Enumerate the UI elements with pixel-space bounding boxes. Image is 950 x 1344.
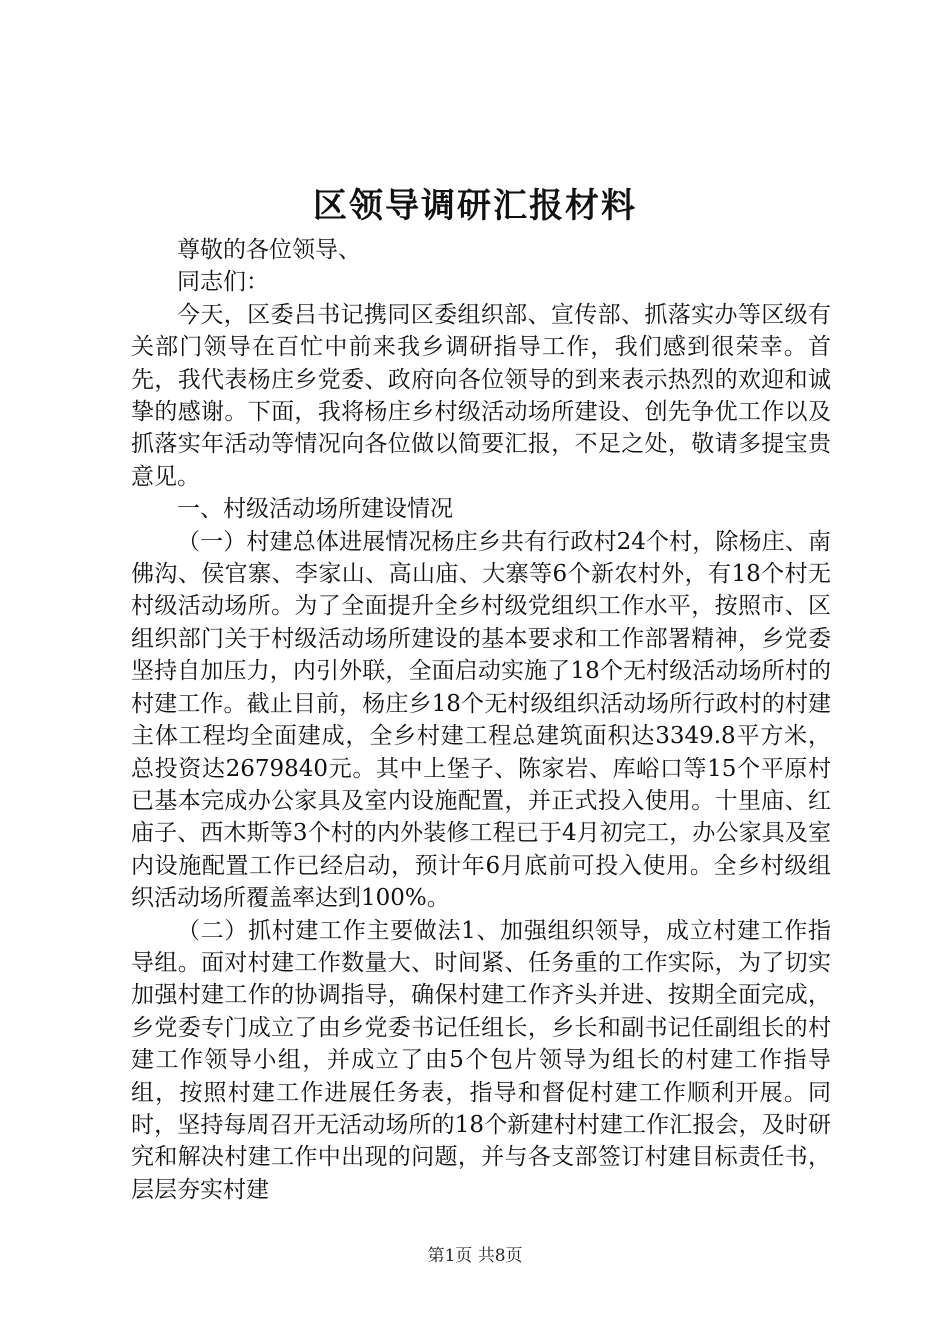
subsection-1-paragraph: （一）村建总体进展情况杨庄乡共有行政村24个村，除杨庄、南佛沟、侯官寨、李家山、高山庙、大寨等6个新农村外，有18个村无村级活动场所。为了全面提升全乡村级党组织工作水平，按照市、区组织部门关于村级活动场所建设的基本要求和工作部署精神，乡党委坚持自加压力，内引外联，全面启动实施了18个无村级活动场所村的村建工作。截止目前，杨庄乡18个无村级组织活动场所行政村的村建主体工程均全面建成，全乡村建工程总建筑面积达3349.8平方米，总投资达2679840元。其中上堡子、陈家岩、库峪口等15个平原村已基本完成办公家具及室内设施配置，并正式投入使用。十里庙、红庙子、西木斯等3个村的内外装修工程已于4月初完工，办公家具及室内设施配置工作已经启动，预计年6月底前可投入使用。全乡村级组织活动场所覆盖率达到100%。 [131, 528, 831, 912]
salutation-line-2: 同志们： [177, 269, 269, 296]
document-body [131, 234, 831, 1206]
page-footer: 第1页 共8页 [427, 1246, 523, 1266]
intro-paragraph: 今天，区委吕书记携同区委组织部、宣传部、抓落实办等区级有关部门领导在百忙中前来我乡调研指导工作，我们感到很荣幸。首先，我代表杨庄乡党委、政府向各位领导的到来表示热烈的欢迎和诚挚的感谢。下面，我将杨庄乡村级活动场所建设、创先争优工作以及抓落实年活动等情况向各位做以简要汇报，不足之处，敬请多提宝贵意见。 [131, 301, 831, 490]
section-heading: 一、村级活动场所建设情况 [177, 496, 453, 523]
document-title: 区领导调研汇报材料 [313, 186, 637, 226]
salutation-line-1: 尊敬的各位领导、 [177, 237, 361, 263]
subsection-2-paragraph: （二）抓村建工作主要做法1、加强组织领导，成立村建工作指导组。面对村建工作数量大、时间紧、任务重的工作实际，为了切实加强村建工作的协调指导，确保村建工作齐头并进、按期全面完成，乡党委专门成立了由乡党委书记任组长，乡长和副书记任副组长的村建工作领导小组，并成立了由5个包片领导为组长的村建工作指导组，按照村建工作进展任务表，指导和督促村建工作顺利开展。同时，坚持每周召开无活动场所的18个新建村村建工作汇报会，及时研究和解决村建工作中出现的问题，并与各支部签订村建目标责任书，层层夯实村建 [131, 917, 831, 1203]
